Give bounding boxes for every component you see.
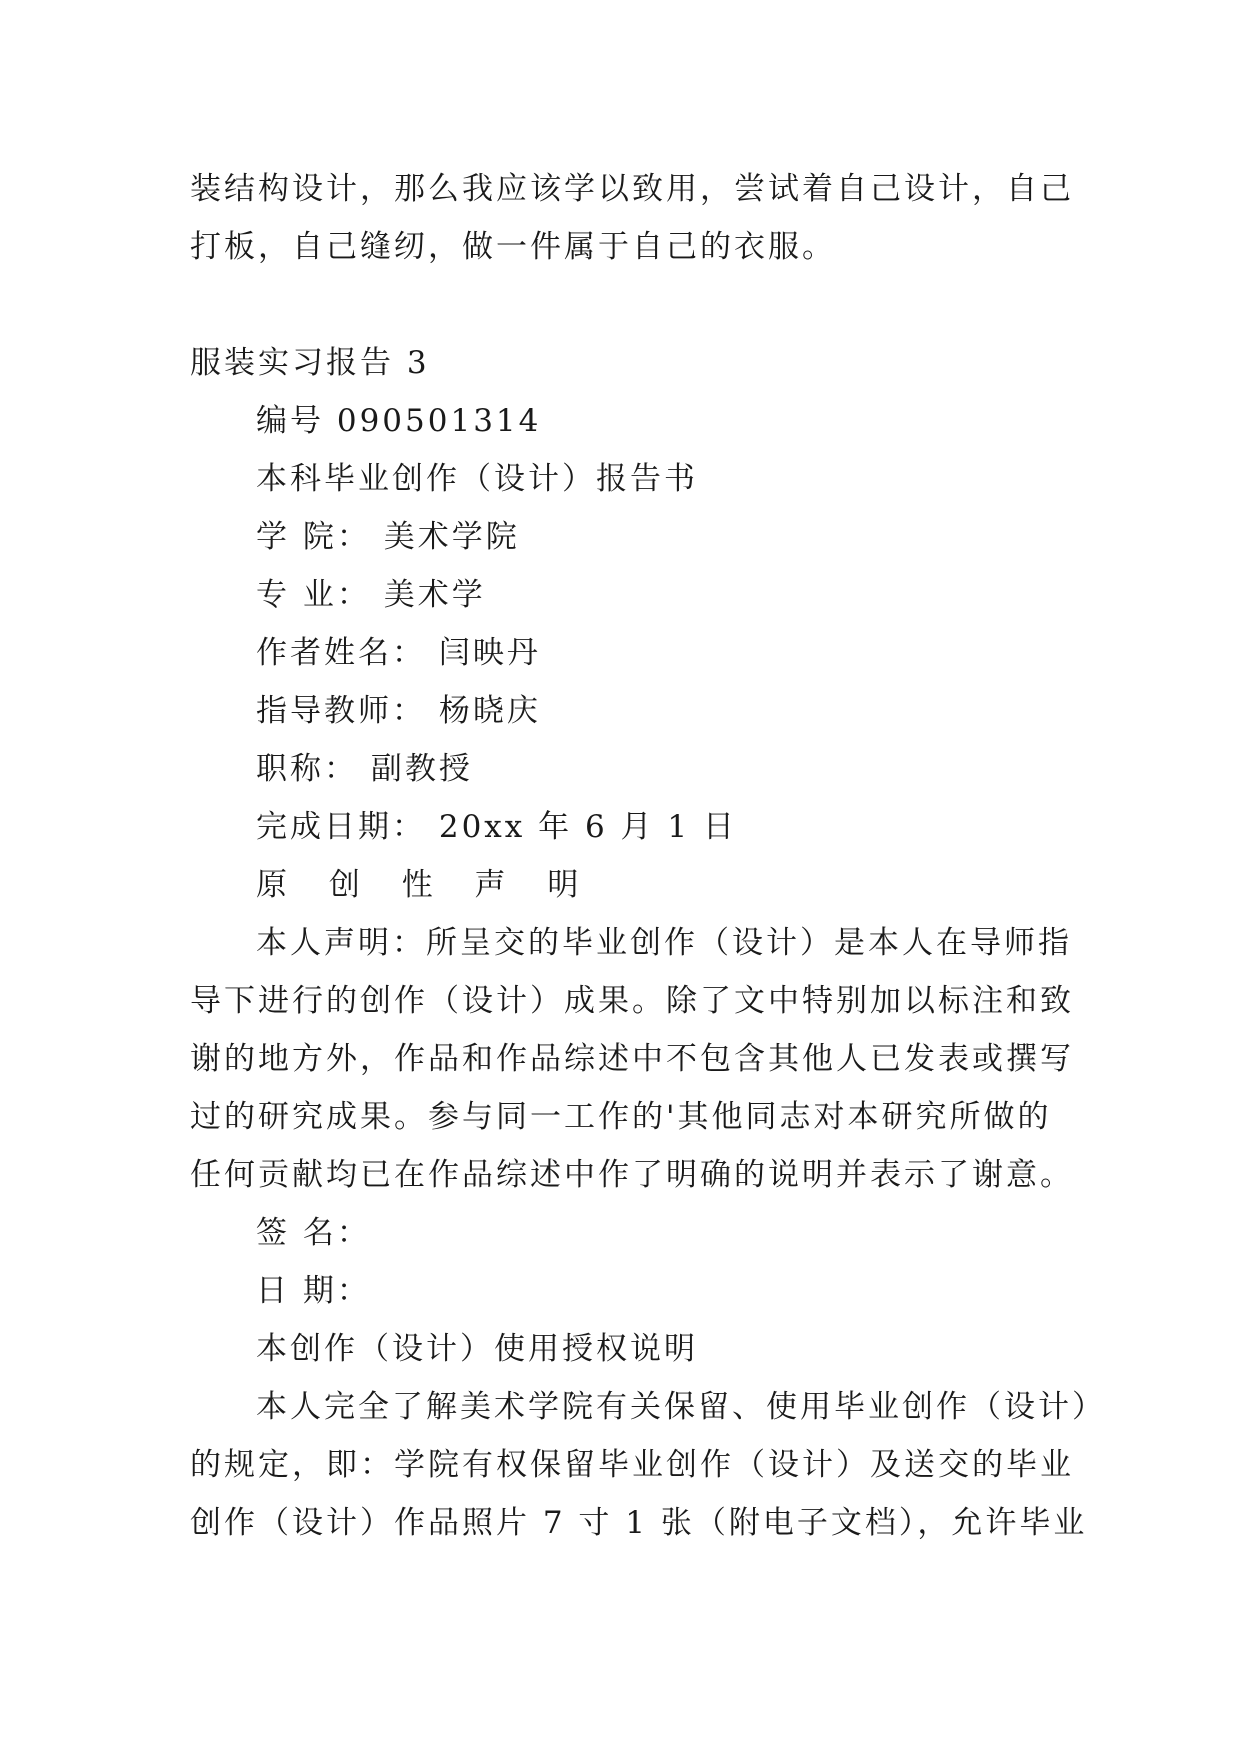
college-field: 学 院： 美术学院 bbox=[256, 519, 520, 555]
document-page bbox=[190, 160, 1106, 1552]
authorization-line: 创作（设计）作品照片 7 寸 1 张（附电子文档），允许毕业 bbox=[190, 1505, 1088, 1541]
paragraph-gap bbox=[190, 276, 1060, 334]
originality-heading: 原 创 性 声 明 bbox=[256, 867, 595, 903]
authorization-line: 本人完全了解美术学院有关保留、使用毕业创作（设计） bbox=[256, 1389, 1106, 1425]
advisor-title-field: 职称： 副教授 bbox=[256, 751, 473, 787]
originality-line: 过的研究成果。参与同一工作的'其他同志对本研究所做的 bbox=[190, 1099, 1052, 1135]
authorization-line: 的规定，即：学院有权保留毕业创作（设计）及送交的毕业 bbox=[190, 1447, 1074, 1483]
signature-field: 签 名： bbox=[256, 1215, 371, 1251]
section-title: 服装实习报告 3 bbox=[190, 345, 430, 381]
signature-date-field: 日 期： bbox=[256, 1273, 371, 1309]
originality-line: 导下进行的创作（设计）成果。除了文中特别加以标注和致 bbox=[190, 983, 1074, 1019]
intro-line: 打板，自己缝纫，做一件属于自己的衣服。 bbox=[190, 229, 836, 265]
advisor-field: 指导教师： 杨晓庆 bbox=[256, 693, 541, 729]
intro-line: 装结构设计，那么我应该学以致用，尝试着自己设计，自己 bbox=[190, 171, 1074, 207]
report-title: 本科毕业创作（设计）报告书 bbox=[256, 461, 698, 497]
originality-line: 本人声明：所呈交的毕业创作（设计）是本人在导师指 bbox=[256, 925, 1072, 961]
author-field: 作者姓名： 闫映丹 bbox=[256, 635, 541, 671]
major-field: 专 业： 美术学 bbox=[256, 577, 486, 613]
originality-line: 谢的地方外，作品和作品综述中不包含其他人已发表或撰写 bbox=[190, 1041, 1074, 1077]
completion-date-field: 完成日期： 20xx 年 6 月 1 日 bbox=[256, 809, 737, 845]
originality-line: 任何贡献均已在作品综述中作了明确的说明并表示了谢意。 bbox=[190, 1157, 1074, 1193]
document-number: 编号 090501314 bbox=[256, 403, 542, 439]
authorization-heading: 本创作（设计）使用授权说明 bbox=[256, 1331, 698, 1367]
